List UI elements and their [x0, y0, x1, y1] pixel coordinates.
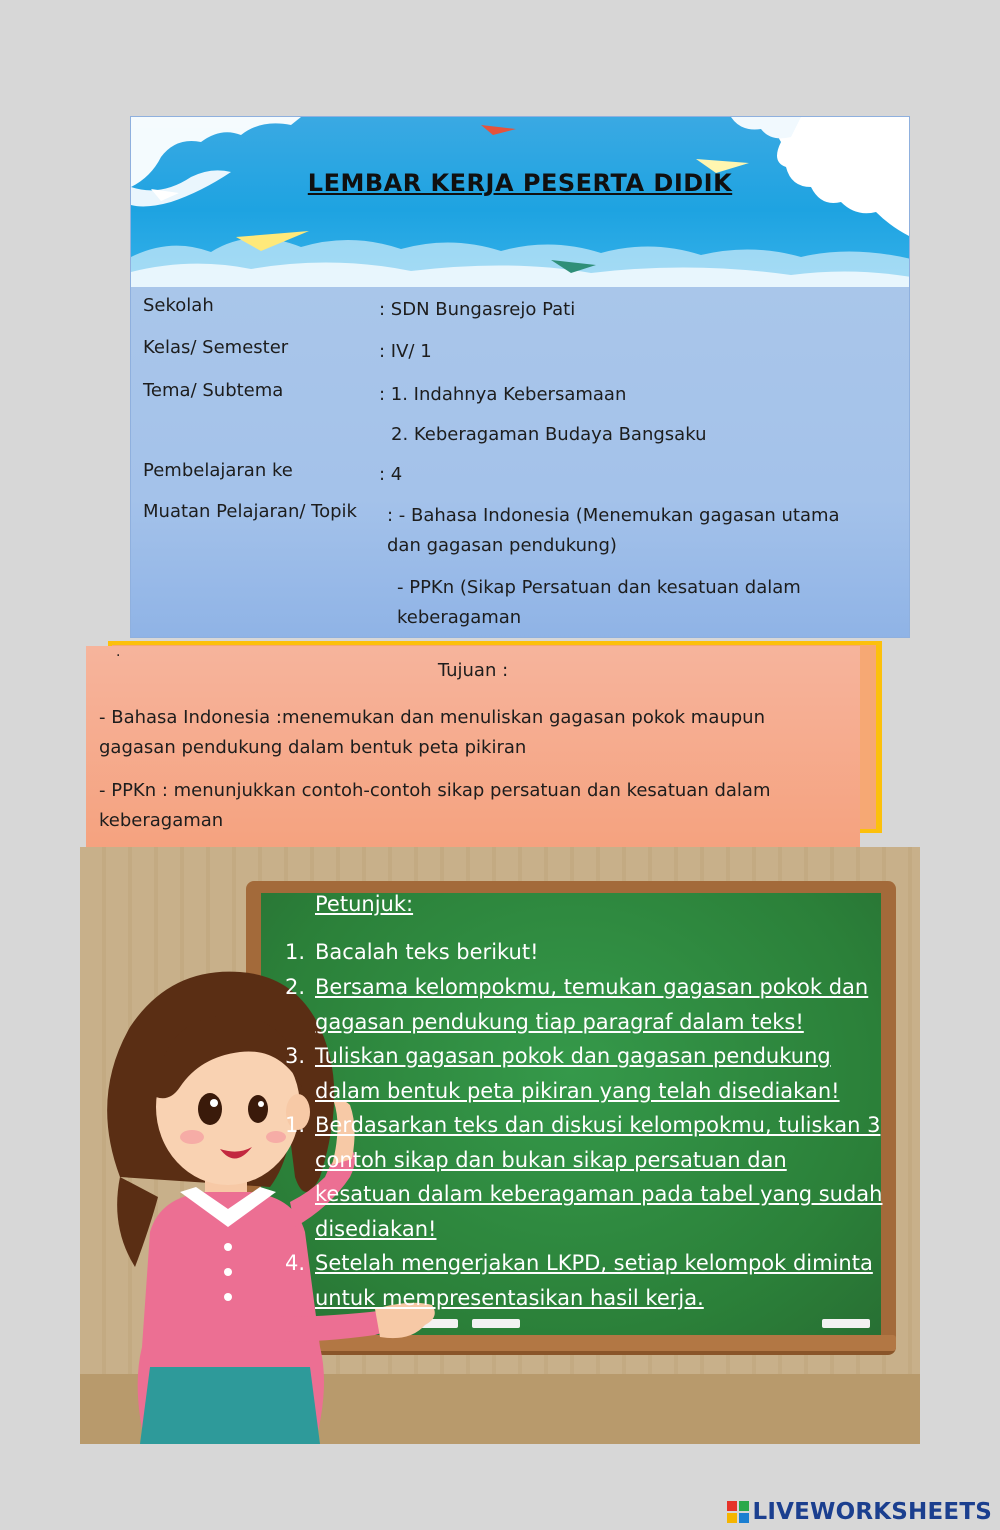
info-value: - PPKn (Sikap Persatuan dan kesatuan dalam keberagaman [397, 577, 801, 628]
info-label: Kelas/ Semester [143, 337, 289, 358]
sky-banner [131, 117, 909, 287]
instruction-number: 1. [285, 940, 306, 964]
instruction-text: Bacalah teks berikut! [315, 940, 539, 964]
tujuan-item: - Bahasa Indonesia :menemukan dan menuliskan gagasan pokok maupun gagasan pendukung dalam bentuk peta pikiran [99, 707, 765, 758]
petunjuk-title: Petunjuk: [315, 892, 414, 916]
tujuan-box [86, 646, 860, 848]
info-value: : 4 [379, 464, 403, 485]
instruction-number: 2. [285, 975, 306, 999]
info-panel [131, 287, 909, 638]
liveworksheets-logo[interactable] [727, 1498, 992, 1526]
instruction-text: Berdasarkan teks dan diskusi kelompokmu, tuliskan 3 contoh sikap dan bukan sikap persatuan dan kesatuan dalam keberagaman pada tabel yang sudah disediakan! [315, 1113, 883, 1241]
info-label: Pembelajaran ke [143, 460, 293, 481]
instruction-number: 1. [285, 1113, 306, 1137]
info-value: 2. Keberagaman Budaya Bangsaku [391, 424, 707, 445]
liveworksheets-logo-icon [727, 1501, 749, 1523]
info-label: Tema/ Subtema [143, 380, 284, 401]
instruction-text: Setelah mengerjakan LKPD, setiap kelompok diminta untuk mempresentasikan hasil kerja. [315, 1251, 873, 1310]
info-label: Sekolah [143, 295, 214, 316]
instruction-number: 3. [285, 1044, 306, 1068]
info-value: : IV/ 1 [379, 341, 432, 362]
page-title: LEMBAR KERJA PESERTA DIDIK [307, 169, 733, 197]
instruction-text: Bersama kelompokmu, temukan gagasan pokok dan gagasan pendukung tiap paragraf dalam teks! [315, 975, 869, 1034]
tujuan-dot: . [116, 644, 121, 660]
classroom-illustration [80, 847, 920, 1444]
header-card [130, 116, 910, 638]
tujuan-item: - PPKn : menunjukkan contoh-contoh sikap persatuan dan kesatuan dalam keberagaman [99, 780, 771, 831]
info-value: : SDN Bungasrejo Pati [379, 299, 576, 320]
info-value: : 1. Indahnya Kebersamaan [379, 384, 627, 405]
info-value: : - Bahasa Indonesia (Menemukan gagasan utama dan gagasan pendukung) [387, 505, 840, 556]
instruction-number: 4. [285, 1251, 306, 1275]
tujuan-heading: Tujuan : [437, 660, 509, 681]
clouds-illustration [131, 117, 909, 287]
instruction-text: Tuliskan gagasan pokok dan gagasan pendukung dalam bentuk peta pikiran yang telah disediakan! [315, 1044, 840, 1103]
info-label: Muatan Pelajaran/ Topik [143, 501, 357, 522]
brand-name: LIVEWORKSHEETS [752, 1499, 992, 1525]
